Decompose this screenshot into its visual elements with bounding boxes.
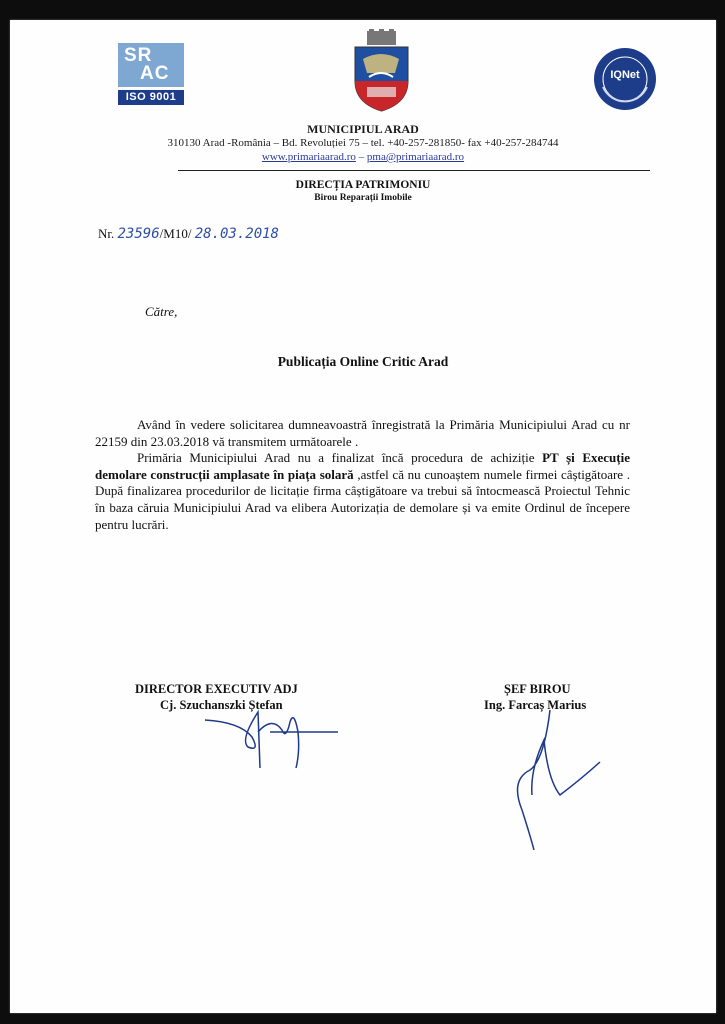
iso-9001-label: ISO 9001 xyxy=(118,90,184,105)
left-signatory-name: Cj. Szuchanszki Ștefan xyxy=(160,698,283,712)
right-signatory-role: ȘEF BIROU xyxy=(504,682,571,696)
header-divider xyxy=(178,170,650,171)
reference-prefix: Nr. xyxy=(98,226,115,241)
contact-separator: – xyxy=(355,151,367,163)
right-signatory-name: Ing. Farcaș Marius xyxy=(484,698,587,712)
reference-line xyxy=(98,226,279,242)
iqnet-label: IQNet xyxy=(610,69,640,81)
website-link[interactable]: www.primariaarad.ro xyxy=(261,151,356,163)
iqnet-label-wrap xyxy=(593,47,657,111)
institution-name: MUNICIPIUL ARAD xyxy=(307,122,419,136)
letter-body xyxy=(95,417,630,533)
paragraph-2 xyxy=(95,450,630,533)
department-name: DIRECȚIA PATRIMONIU xyxy=(295,179,431,191)
srac-logo-text-ac: AC xyxy=(140,63,170,84)
email-link[interactable]: pma@primariaarad.ro xyxy=(366,151,465,163)
right-handwritten-signature xyxy=(500,700,610,850)
left-handwritten-signature xyxy=(200,692,340,774)
srac-logo-text-sr: SR xyxy=(124,45,153,66)
recipient: Publicația Online Critic Arad xyxy=(277,354,449,369)
left-signatory-role: DIRECTOR EXECUTIV ADJ xyxy=(135,682,298,696)
document-page xyxy=(10,20,716,1013)
office-name: Birou Reparații Imobile xyxy=(314,193,412,203)
salutation: Către, xyxy=(145,304,178,319)
paragraph-1: Având în vedere solicitarea dumneavoastră înregistrată la Primăria Municipiului Arad cu nr 22159 din 23.03.2018 vă transmitem următoarele . xyxy=(95,417,630,449)
srac-iso-logo xyxy=(118,43,184,105)
institution-address: 310130 Arad -România – Bd. Revoluției 75 – tel. +40-257-281850- fax +40-257-284744 xyxy=(167,137,559,149)
arad-coat-of-arms-icon xyxy=(349,29,414,113)
paragraph-2-start: Primăria Municipiului Arad nu a finalizat încă procedura de achiziție xyxy=(137,450,543,466)
paragraph-2-bold: PT și Execuție demolare construcții amplasate în piața solară xyxy=(95,450,630,482)
contact-line xyxy=(10,151,716,163)
reference-date: 28.03.2018 xyxy=(194,226,279,242)
paragraph-2-end: ,astfel că nu cunoaștem numele firmei câștigătoare . După finalizarea procedurilor de licitație firma câștigătoare va trebui să întocmească Proiectul Tehnic în baza căruia Municipiului Arad va elibera Autorizația de demolare și va emite Ordinul de începere pentru lucrări. xyxy=(95,466,630,532)
reference-code: /M10/ xyxy=(159,226,192,241)
reference-number: 23596 xyxy=(117,226,160,242)
